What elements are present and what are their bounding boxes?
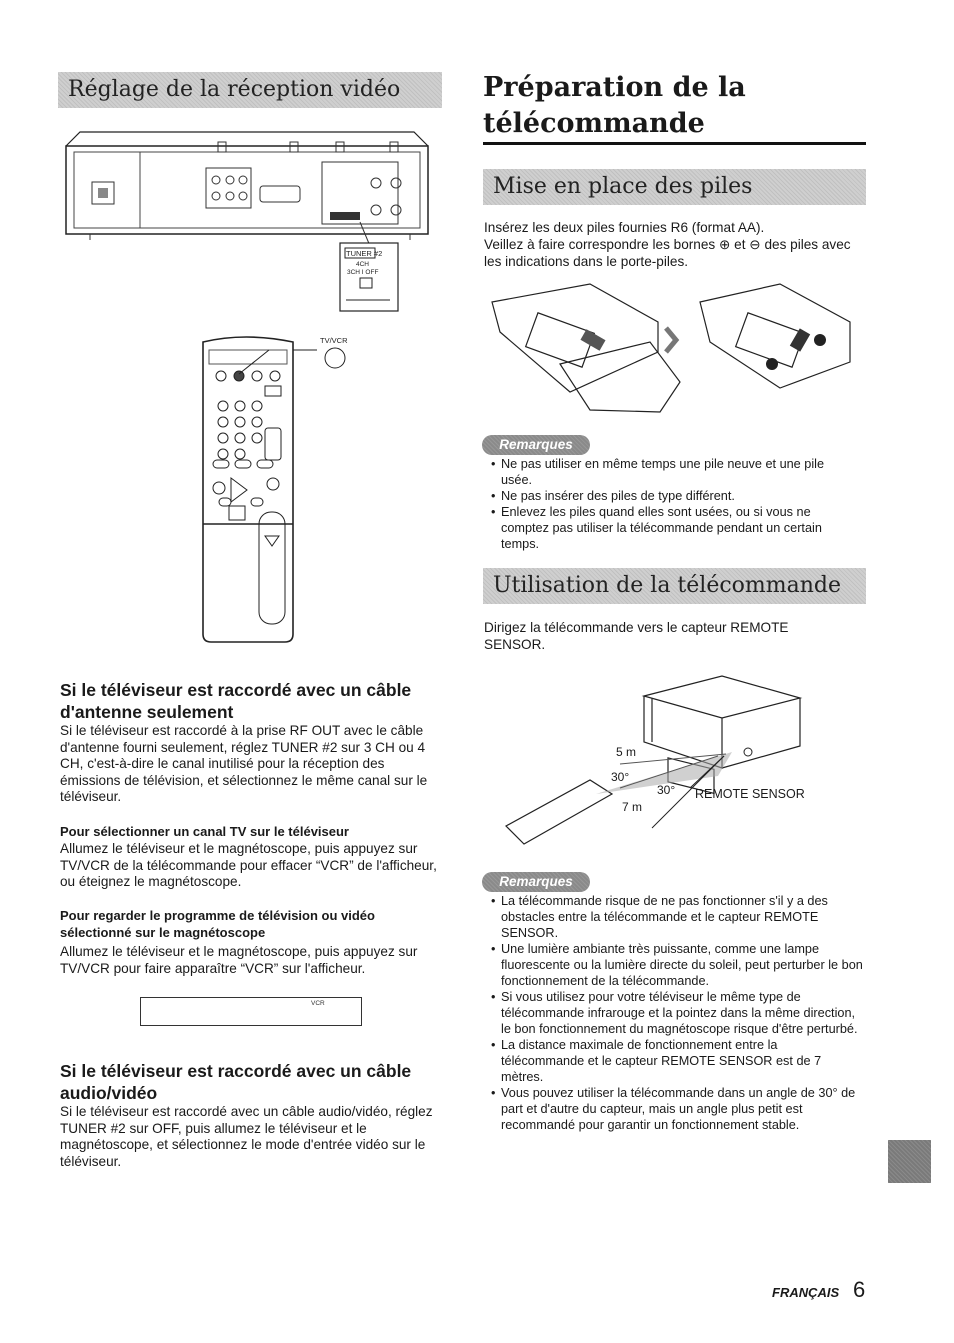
piles-line2: Veillez à faire correspondre les bornes ⊕ et ⊖ des piles avec les indications dans le porte-piles. bbox=[484, 237, 851, 269]
vcr-display-box bbox=[140, 997, 362, 1026]
section-band-reglage bbox=[58, 72, 442, 108]
piles-line1: Insérez les deux piles fournies R6 (format AA). bbox=[484, 220, 765, 235]
notes-list-1 bbox=[491, 456, 849, 552]
section-band-utilisation bbox=[483, 568, 866, 604]
band-piles-title: Mise en place des piles bbox=[493, 174, 753, 199]
remote-sensor-diagram bbox=[500, 668, 820, 848]
label-7m: 7 m bbox=[622, 800, 643, 814]
vcr-rear-panel-illustration bbox=[60, 128, 440, 318]
list-item: • La télécommande risque de ne pas fonctionner s'il y a des obstacles entre la télécommande et le capteur REMOTE SENSOR. bbox=[491, 893, 863, 941]
sub2-heading: Pour regarder le programme de télévision ou vidéo sélectionné sur le magnétoscope bbox=[60, 908, 375, 940]
ch4-label: 4CH bbox=[356, 261, 370, 268]
tuner-label: TUNER #2 bbox=[346, 249, 383, 258]
language-thumb-tab bbox=[888, 1140, 931, 1183]
title-rule bbox=[483, 142, 866, 145]
page-title bbox=[483, 70, 863, 142]
page-title-line2: télécommande bbox=[483, 108, 705, 139]
page-title-line1: Préparation de la bbox=[483, 72, 746, 103]
section2-heading: Si le téléviseur est raccordé avec un câble audio/vidéo bbox=[60, 1061, 412, 1103]
tv-vcr-label: TV/VCR bbox=[320, 336, 348, 345]
page-number: 6 bbox=[853, 1277, 866, 1302]
notes-list-2 bbox=[491, 893, 863, 1133]
label-angle1: 30° bbox=[611, 770, 630, 784]
footer-language: FRANÇAIS bbox=[772, 1285, 840, 1300]
list-item: • Ne pas insérer des piles de type différent. bbox=[491, 488, 849, 504]
sub1-heading: Pour sélectionner un canal TV sur le téléviseur bbox=[60, 824, 349, 839]
label-remote-sensor: REMOTE SENSOR bbox=[695, 787, 805, 801]
list-item: • La distance maximale de fonctionnement entre la télécommande et le capteur REMOTE SENSOR est de 7 mètres. bbox=[491, 1037, 863, 1085]
ch3-off-label: 3CH I OFF bbox=[347, 269, 379, 276]
display-vcr-text: VCR bbox=[311, 1000, 325, 1007]
list-item: • Ne pas utiliser en même temps une pile neuve et une pile usée. bbox=[491, 456, 849, 488]
list-item: • Vous pouvez utiliser la télécommande dans un angle de 30° de part et d'autre du capteur, mais un angle plus petit est recommandé pour garantir un fonctionnement stable. bbox=[491, 1085, 863, 1133]
section1-body: Si le téléviseur est raccordé à la prise RF OUT avec le câble d'antenne fourni seulement, réglez TUNER #2 sur 3 CH ou 4 CH, c'est-à-dire le canal inutilisé pour la réception des émissions de télévision, et sélectionnez le même canal sur le téléviseur. bbox=[60, 723, 428, 805]
remote-control-illustration bbox=[195, 330, 355, 648]
remarques-badge-2 bbox=[482, 872, 590, 892]
label-angle2: 30° bbox=[657, 783, 676, 797]
section-band-piles bbox=[483, 169, 866, 205]
remarques-badge-1 bbox=[482, 435, 590, 455]
section2-body: Si le téléviseur est raccordé avec un câble audio/vidéo, réglez TUNER #2 sur OFF, puis allumez le téléviseur et le magnétoscope, et sélectionnez le mode d'entrée vidéo sur le téléviseur. bbox=[60, 1104, 433, 1169]
list-item: • Une lumière ambiante très puissante, comme une lampe fluorescente ou la lumière directe du soleil, peut perturber le bon fonctionnement de la télécommande. bbox=[491, 941, 863, 989]
battery-insertion-illustration bbox=[490, 282, 862, 422]
sub2-body: Allumez le téléviseur et le magnétoscope, puis appuyez sur TV/VCR pour faire apparaître “VCR” sur l'afficheur. bbox=[60, 944, 418, 976]
remarques-label-1: Remarques bbox=[499, 437, 573, 452]
sub1-body: Allumez le téléviseur et le magnétoscope, puis appuyez sur TV/VCR de la télécommande pour effacer “VCR” de l'afficheur, ou éteignez le magnétoscope. bbox=[60, 841, 437, 890]
band-title: Réglage de la réception vidéo bbox=[68, 77, 401, 102]
label-5m: 5 m bbox=[616, 745, 637, 759]
use-text: Dirigez la télécommande vers le capteur REMOTE SENSOR. bbox=[484, 620, 789, 652]
remarques-label-2: Remarques bbox=[499, 874, 573, 889]
list-item: • Si vous utilisez pour votre téléviseur le même type de télécommande infrarouge et la pointez dans la même direction, le bon fonctionnement du magnétoscope risque d'être perturbé. bbox=[491, 989, 863, 1037]
list-item: • Enlevez les piles quand elles sont usées, ou si vous ne comptez pas utiliser la télécommande pendant un certain temps. bbox=[491, 504, 849, 552]
section1-heading: Si le téléviseur est raccordé avec un câble d'antenne seulement bbox=[60, 680, 412, 722]
band-utilisation-title: Utilisation de la télécommande bbox=[493, 573, 842, 598]
